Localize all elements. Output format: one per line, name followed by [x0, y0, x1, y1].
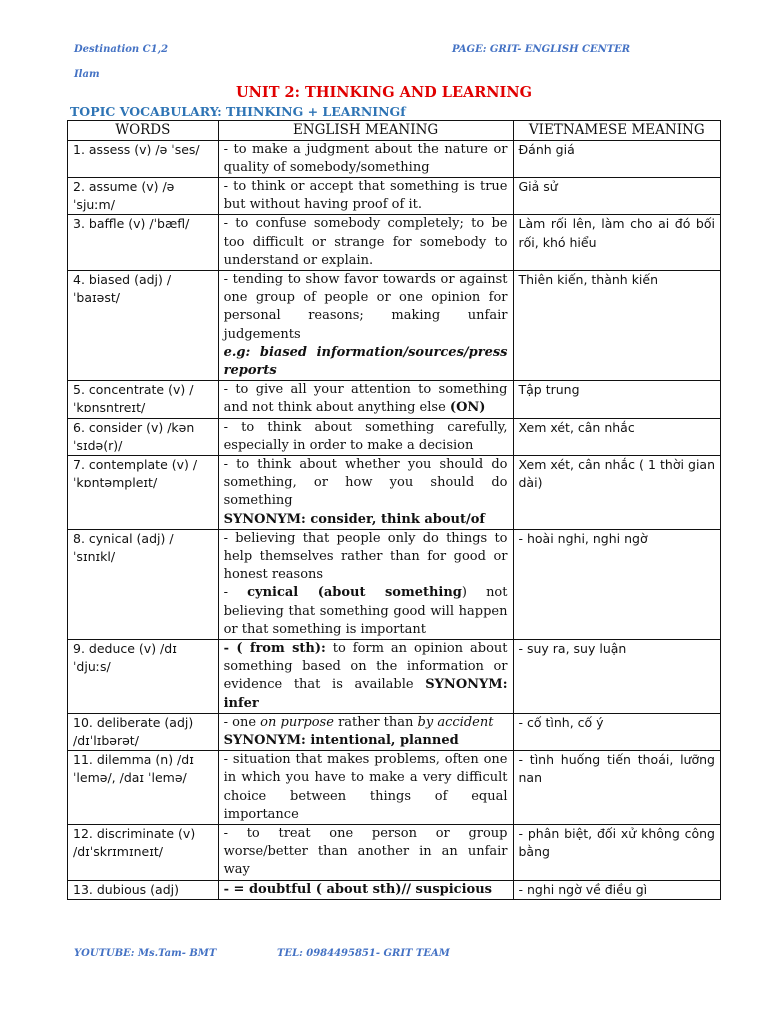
- word-cell: 12. discriminate (v) /dɪˈskrɪmɪneɪt/: [68, 825, 219, 881]
- meaning-cell: [218, 713, 513, 750]
- word-cell: 10. deliberate (adj) /dɪˈlɪbərət/: [68, 713, 219, 750]
- meaning-cell: [218, 381, 513, 418]
- meaning-cell: - = doubtful ( about sth)// suspicious: [218, 880, 513, 899]
- vietnamese-cell: - nghi ngờ về điều gì: [513, 880, 721, 899]
- table-row: [68, 215, 721, 271]
- header-words: WORDS: [68, 121, 219, 141]
- meaning-cell: - to think about something carefully, especially in order to make a decision: [218, 418, 513, 455]
- synonym-text: SYNONYM: intentional, planned: [223, 733, 459, 748]
- table-row: [68, 880, 721, 899]
- table-row: [68, 270, 721, 380]
- meaning-part-a: - one: [223, 714, 257, 730]
- meaning-cell: - to treat one person or group worse/better than another in an unfair way: [218, 825, 513, 881]
- vietnamese-cell: Tập trung: [513, 381, 721, 418]
- word-cell: 8. cynical (adj) /ˈsɪnɪkl/: [68, 529, 219, 639]
- meaning-text: - to give all your attention to something and not think about anything else: [223, 382, 508, 416]
- vietnamese-cell: Giả sử: [513, 177, 721, 214]
- header-name: Ilam: [74, 69, 100, 80]
- vietnamese-cell: Xem xét, cân nhắc: [513, 418, 721, 455]
- synonym-label: SYNONYM:: [425, 677, 508, 693]
- vietnamese-cell: - hoài nghi, nghi ngờ: [513, 529, 721, 639]
- header-vietnamese-meaning: VIETNAMESE MEANING: [513, 121, 721, 141]
- meaning-italic-1: on purpose: [260, 714, 334, 730]
- meaning2-dash: -: [223, 585, 229, 601]
- word-cell: 5. concentrate (v) /ˈkɒnsntreɪt/: [68, 381, 219, 418]
- word-cell: 7. contemplate (v) /ˈkɒntəmpleɪt/: [68, 455, 219, 529]
- table-row: [68, 751, 721, 825]
- vietnamese-cell: - suy ra, suy luận: [513, 639, 721, 713]
- meaning2-bold: cynical (about something: [247, 585, 462, 601]
- meaning-text: - to think about whether you should do something, or how you should do something: [223, 456, 508, 509]
- table-row: [68, 713, 721, 750]
- word-cell: 11. dilemma (n) /dɪˈlemə/, /daɪ ˈlemə/: [68, 751, 219, 825]
- meaning-text: to form an opinion about something based on the information or evidence that is available: [223, 640, 508, 693]
- meaning-italic-2: by accident: [417, 714, 494, 730]
- vietnamese-cell: Đánh giá: [513, 140, 721, 177]
- vietnamese-cell: - cố tình, cố ý: [513, 713, 721, 750]
- vocabulary-table: [67, 120, 721, 900]
- synonym-value: infer: [223, 695, 259, 711]
- preposition-text: (ON): [449, 400, 486, 416]
- meaning-cell: - situation that makes problems, often one in which you have to make a very difficult choice between things of equal importance: [218, 751, 513, 825]
- table-row: [68, 639, 721, 713]
- header-left: Destination C1,2: [74, 44, 169, 55]
- table-row: [68, 177, 721, 214]
- vietnamese-cell: Thiên kiến, thành kiến: [513, 270, 721, 380]
- table-row: [68, 140, 721, 177]
- table-row: [68, 418, 721, 455]
- vietnamese-cell: Xem xét, cân nhắc ( 1 thời gian dài): [513, 455, 721, 529]
- topic-heading: TOPIC VOCABULARY: THINKING + LEARNINGf: [70, 104, 406, 119]
- word-cell: 3. baffle (v) /ˈbæfl/: [68, 215, 219, 271]
- meaning-cell: [218, 455, 513, 529]
- example-text: e.g: biased information/sources/press reports: [223, 344, 508, 378]
- unit-title: UNIT 2: THINKING AND LEARNING: [236, 84, 532, 101]
- word-cell: 13. dubious (adj): [68, 880, 219, 899]
- table-row: [68, 455, 721, 529]
- vietnamese-cell: Làm rối lên, làm cho ai đó bối rối, khó hiểu: [513, 215, 721, 271]
- table-row: [68, 825, 721, 881]
- meaning-cell: - to make a judgment about the nature or quality of somebody/something: [218, 140, 513, 177]
- word-cell: 2. assume (v) /ə ˈsjuːm/: [68, 177, 219, 214]
- footer-telephone: TEL: 0984495851- GRIT TEAM: [277, 948, 450, 959]
- meaning-cell: [218, 270, 513, 380]
- table-row: [68, 381, 721, 418]
- meaning-part-b: rather than: [338, 714, 414, 730]
- meaning2-close: ): [461, 585, 467, 601]
- meaning-text: - tending to show favor towards or against one group of people or one opinion for personal reasons; making unfair judgements: [223, 271, 508, 342]
- header-english-meaning: ENGLISH MEANING: [218, 121, 513, 141]
- synonym-text: SYNONYM: consider, think about/of: [223, 511, 486, 527]
- footer-youtube: YOUTUBE: Ms.Tam- BMT: [74, 948, 217, 959]
- meaning-prefix: - ( from sth):: [223, 640, 326, 656]
- meaning-cell: - to think or accept that something is true but without having proof of it.: [218, 177, 513, 214]
- meaning-text: - believing that people only do things to help themselves rather than for good or honest reasons: [223, 530, 508, 583]
- meaning-cell: [218, 529, 513, 639]
- table-header-row: [68, 121, 721, 141]
- word-cell: 6. consider (v) /kənˈsɪdə(r)/: [68, 418, 219, 455]
- word-cell: 9. deduce (v) /dɪ ˈdjuːs/: [68, 639, 219, 713]
- header-right: PAGE: GRIT- ENGLISH CENTER: [452, 44, 631, 55]
- meaning-cell: [218, 639, 513, 713]
- meaning-cell: - to confuse somebody completely; to be too difficult or strange for somebody to understand or explain.: [218, 215, 513, 271]
- word-cell: 4. biased (adj) /ˈbaɪəst/: [68, 270, 219, 380]
- table-row: [68, 529, 721, 639]
- meaning2-text: not believing that something good will happen or that something is important: [223, 585, 508, 637]
- vietnamese-cell: - phân biệt, đối xử không công bằng: [513, 825, 721, 881]
- vietnamese-cell: - tình huống tiến thoái, lưỡng nan: [513, 751, 721, 825]
- word-cell: 1. assess (v) /ə ˈses/: [68, 140, 219, 177]
